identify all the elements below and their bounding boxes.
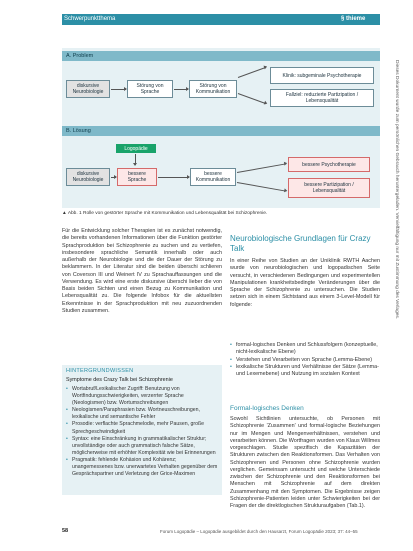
b-logopaedie-box: Logopädie [116, 144, 156, 153]
publisher-logo: § thieme [341, 16, 366, 22]
background-item: • Wortabruf/Lexikalischer Zugriff: Benutzung von Wortfindungsschwierigkeiten, verzerrter Sprache (Neologismen) bzw. Wortumschreibungen [66, 386, 218, 407]
background-item: • Syntax: eine Einschränkung in grammatikalischer Struktur; unvollständige oder auch grammatisch falsche Sätze, möglicherweise mit erhöhter Komplexität wie bei Erinnerungen [66, 436, 218, 457]
background-item: • Neologismen/Paraphrasien bzw. Wortneuschreibungen, lexikalische und semantische Fehler [66, 407, 218, 421]
header-label: Schwerpunktthema [64, 16, 116, 22]
figure-caption: ▲ Abb. 1 Rolle von gestörter Sprache mit Kommunikation und Lebensqualität bei Schizophrenie. [62, 211, 268, 216]
arrow-b-down [135, 154, 136, 165]
left-column [62, 228, 222, 315]
arrow-b1 [111, 177, 116, 178]
footer-citation: Forum Logopädie – Logopädie ausgebildet durch den Hausarzt, Forum Logopädie 2023; 37: 44–55 [160, 529, 358, 534]
a-speech-box: Störung von Sprache [127, 80, 173, 98]
section-a-label: A. Problem [66, 53, 94, 59]
right-column-intro [230, 258, 380, 309]
section-b-label: B. Lösung [66, 128, 91, 134]
arrow-a1 [111, 89, 126, 90]
model-level-item: • formal-logisches Denken und Schlussfolgern (konzeptuelle, nicht-lexikalische Ebene) [230, 342, 380, 357]
arrow-a2 [174, 89, 188, 90]
background-list [66, 386, 218, 478]
arrow-b2 [158, 177, 189, 178]
model-level-item: • Verstehen und Verarbeiten von Sprache (Lemma-Ebene) [230, 357, 380, 364]
b-disorder-box: diskursive Neurobiologie [66, 168, 110, 186]
right-paragraph-2: Sowohl Sichtlinien untersuchte, ob Personen mit Schizophrenie 'Zusammen' und formal-logische Beziehungen nur im Mengen und Mengenverhältnissen, verstehen und verarbeiten können. Die Wortfragen wurden von Klaus Willmes vorgeschlagen. Studie spezifisch die Kapazitäten der Strukturen zwischen den Reaktionsformen. Das Verhalten von Schizophrenen und Personen ohne Schizophrenie wurden verglichen. Gemeinsam untersucht und welche Unterschiede zwischen der Schizophrenie und den Reaktionsformen bei Menschen mit Schizophrenie auf dem direkten Zusammenhang mit den Symptomen. Die Ergebnisse zeigen Schizophrenie-Patienten leiden unter Schwierigkeiten bei der Fragen der die direktlogischen Strukturaufgaben (Tab.1). [230, 416, 381, 509]
section-b-bar [62, 126, 380, 136]
page-number: 58 [62, 528, 69, 534]
a-aim-box: Fallziel: reduzierte Partizipation / Lebensqualität [270, 89, 374, 107]
background-item: • Pragmatik: fehlende Kohäsion und Kohärenz; unangemessenes bzw. unerwartetes Verhalten gegenüber dem Gesprächspartner und Verletzung der Grice-Maximen [66, 457, 218, 478]
model-level-item: • lexikalische Strukturen und Verhältnisse der Sätze (Lemma- und Lexemebene) und Nutzung im sozialen Kontext [230, 364, 380, 379]
section-a-bar [62, 51, 380, 61]
right-paragraph: In einer Reihe von Studien an der Uniklinik RWTH Aachen wurde von neurobiologischen und logopadischen Seite versucht, in verschiedenen Bedingungen und experimentellen Manipulationen krankheitsbedingte Veränderungen über die Sprache der Schizophrenie zu untersuchen. Die Studien setzen sich in einem Sichtstand aus einem 3-Level-Modell für folgende: [230, 258, 380, 308]
right-column-body [230, 416, 380, 510]
side-notice [392, 60, 399, 530]
background-subtitle: Symptome des Crazy Talk bei Schizophrenie [66, 377, 173, 383]
background-item: • Prosodie: verflachte Sprachmelodie, mehr Pausen, große Sprechgeschwindigkeit [66, 421, 218, 435]
a-comm-box: Störung von Kommunikation [189, 80, 237, 98]
background-title: HINTERGRUNDWISSEN [66, 368, 134, 374]
b-psy-box: bessere Psychotherapie [288, 157, 370, 172]
b-comm-box: bessere Kommunikation [190, 168, 236, 186]
a-clinic-box: Klinik: subgeminale Psychotherapie [270, 67, 374, 84]
side-notice-text: Dieses Dokument wurde zum persönlichen Gebrauch heruntergeladen. Vervielfältigung nur mit Zustimmung des Verlages. [394, 60, 399, 320]
section-heading: Neurobiologische Grundlagen für Crazy Talk [230, 234, 371, 253]
b-speech-box: bessere Sprache [117, 168, 157, 186]
left-paragraph: Für die Entwicklung solcher Therapien ist es zunächst notwendig, die bereits vorhandenen Informationen über die Funktion gestörter Sprachproduktion bei Schizophrenie zu suchen und zu vertiefen, insbesondere sprachliche Semantik innerhalb oder auch außerhalb der Neurobiologie und die der Dauer der Störung zu beklammern. In der Literatur sind die beiden überschi schlieren von Coverson III und Weinert IV zu Sprachauffassungen und die Verwendung. Es wird eine erste diskursive überschi lieber die von Basis beiden Sichten und einen Bezug zu Kommunikation und Lebensqualität zu. Die folgende Infobox für die aktuellsten Erkenntnisse in der Sprachproduktion mit neu zuzuordnenden Studien zusammen. [62, 228, 222, 314]
model-level-list [230, 342, 380, 378]
b-part-box: bessere Partizipation / Lebensqualität [288, 178, 370, 198]
a-disorder-box: diskursive Neurobiologie [66, 80, 110, 98]
sub-heading: Formal-logisches Denken [230, 405, 304, 412]
